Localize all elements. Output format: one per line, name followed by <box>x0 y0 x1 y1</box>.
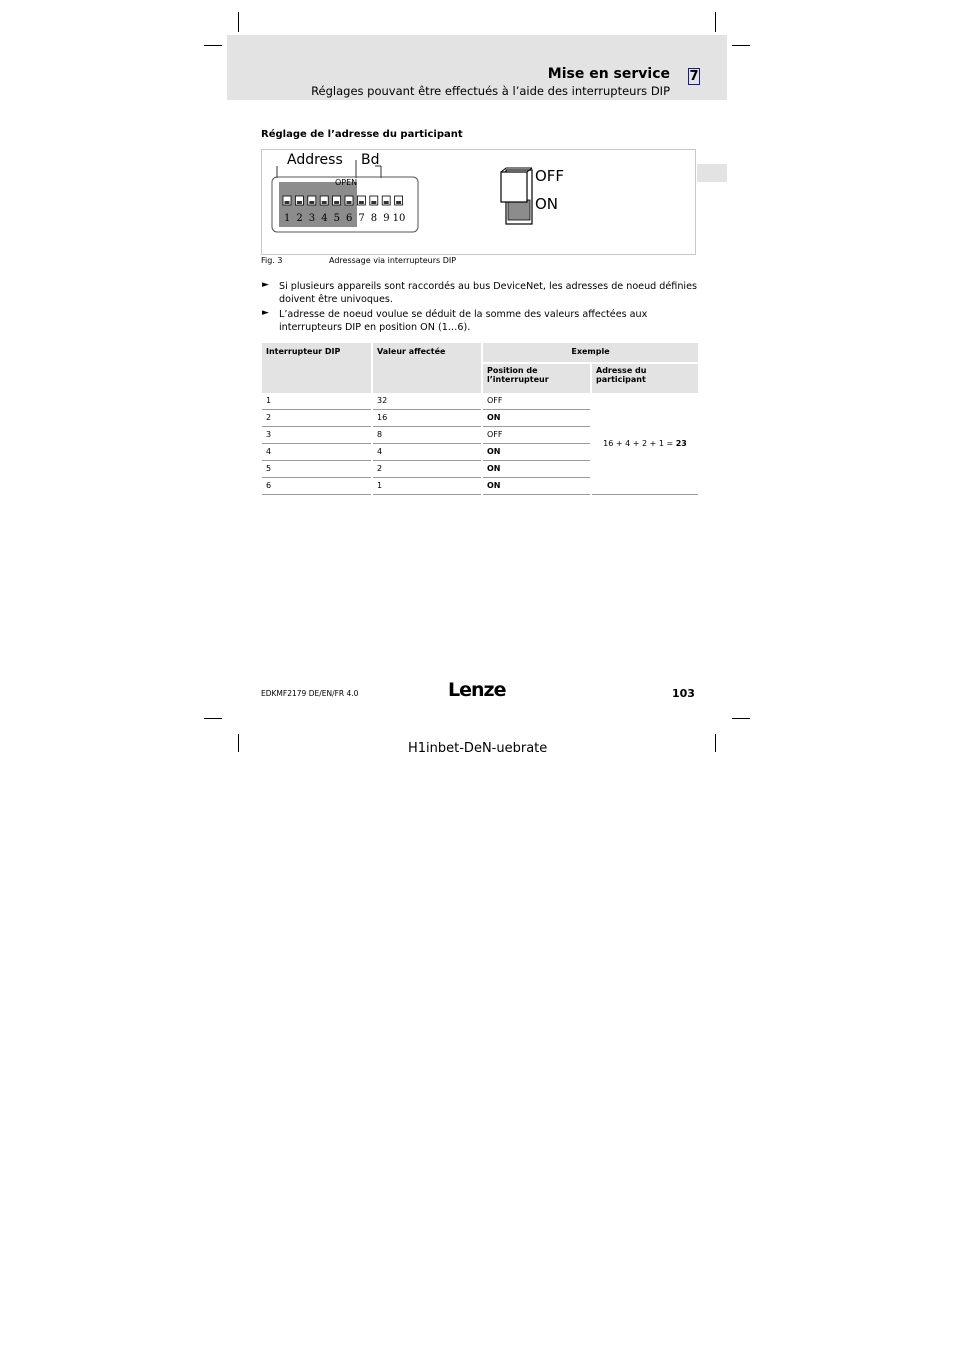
cell-value: 4 <box>373 444 481 461</box>
switch-number: 1 <box>284 213 291 224</box>
cell-position: ON <box>483 461 590 478</box>
label-address: Address <box>287 152 343 168</box>
switch-number: 2 <box>296 213 303 224</box>
cell-value: 32 <box>373 393 481 410</box>
crop-mark <box>715 12 716 32</box>
cell-value: 8 <box>373 427 481 444</box>
dip-switch-knob <box>297 201 302 204</box>
switch-number: 3 <box>308 213 316 224</box>
label-open: OPEN <box>335 178 358 187</box>
lenze-logo: Lenze <box>448 679 506 701</box>
dip-switch-knob <box>285 201 290 204</box>
header-dip-switch: Interrupteur DIP <box>262 343 371 393</box>
header-participant-address: Adresse du participant <box>592 362 698 393</box>
cell-position: ON <box>483 410 590 427</box>
dip-switch-knob <box>322 201 327 204</box>
switch-number: 10 <box>392 213 406 224</box>
switch-lever-on <box>508 200 530 220</box>
switch-number: 7 <box>358 213 365 224</box>
cell-position: ON <box>483 444 590 461</box>
crop-mark <box>715 734 716 752</box>
header-example: Exemple <box>483 343 698 362</box>
bullet-arrow-icon: ► <box>262 280 269 290</box>
dip-switch-knob <box>359 201 364 204</box>
switch-number: 5 <box>333 213 340 224</box>
crop-mark <box>238 734 239 752</box>
dip-switch-knob <box>384 201 389 204</box>
cell-position: ON <box>483 478 590 495</box>
switch-knob <box>501 172 527 202</box>
cell-value: 1 <box>373 478 481 495</box>
switch-number: 8 <box>370 213 378 224</box>
switch-number: 9 <box>383 213 390 224</box>
crop-mark <box>204 45 222 46</box>
crop-mark <box>732 45 750 46</box>
cell-switch: 1 <box>262 393 371 410</box>
cell-switch: 6 <box>262 478 371 495</box>
cell-address-sum <box>592 393 698 495</box>
switch-number: 4 <box>321 213 328 224</box>
crop-mark <box>732 718 750 719</box>
dip-switch-knob <box>309 201 314 204</box>
dip-switch-knob <box>371 201 376 204</box>
switch-number: 6 <box>346 213 353 224</box>
cell-switch: 2 <box>262 410 371 427</box>
cell-value: 2 <box>373 461 481 478</box>
file-label: H1inbet-DeN-uebrate <box>408 741 548 756</box>
switch-edge <box>501 168 506 172</box>
cell-value: 16 <box>373 410 481 427</box>
label-bd: Bd <box>361 152 380 168</box>
sum-expression: 16 + 4 + 2 + 1 = <box>603 439 674 448</box>
dip-switch-figure <box>261 149 696 255</box>
document-code: EDKMF2179 DE/EN/FR 4.0 <box>261 689 359 698</box>
cell-position: OFF <box>483 427 590 444</box>
label-off: OFF <box>535 167 565 185</box>
chapter-tab <box>697 164 727 182</box>
header-assigned-value: Valeur affectée <box>373 343 481 393</box>
header-switch-position: Position de l’interrupteur <box>483 362 590 393</box>
dip-switch-knob <box>334 201 339 204</box>
cell-switch: 4 <box>262 444 371 461</box>
figure-caption: Adressage via interrupteurs DIP <box>329 256 457 265</box>
chapter-title: Mise en service <box>547 66 670 82</box>
table-row <box>262 393 698 410</box>
cell-switch: 3 <box>262 427 371 444</box>
bullet-arrow-icon: ► <box>262 308 269 318</box>
bullet-text: Si plusieurs appareils sont raccordés au bus DeviceNet, les adresses de noeud définies doivent être univoques. <box>279 281 697 305</box>
chapter-number: 7 <box>689 69 699 84</box>
label-on: ON <box>535 195 559 213</box>
dip-switch-knob <box>347 201 352 204</box>
bullet-text: L’adresse de noeud voulue se déduit de la somme des valeurs affectées aux interrupteurs DIP en position ON (1…6). <box>279 309 648 333</box>
figure-number: Fig. 3 <box>261 256 283 265</box>
crop-mark <box>238 12 239 32</box>
cell-switch: 5 <box>262 461 371 478</box>
crop-mark <box>204 718 222 719</box>
page-subtitle: Réglages pouvant être effectués à l’aide des interrupteurs DIP <box>311 84 670 98</box>
dip-switch-knob <box>396 201 401 204</box>
dip-value-table <box>260 343 700 495</box>
page-number: 103 <box>672 687 695 700</box>
sum-result: 23 <box>675 439 687 448</box>
cell-position: OFF <box>483 393 590 410</box>
section-title: Réglage de l’adresse du participant <box>261 129 463 140</box>
